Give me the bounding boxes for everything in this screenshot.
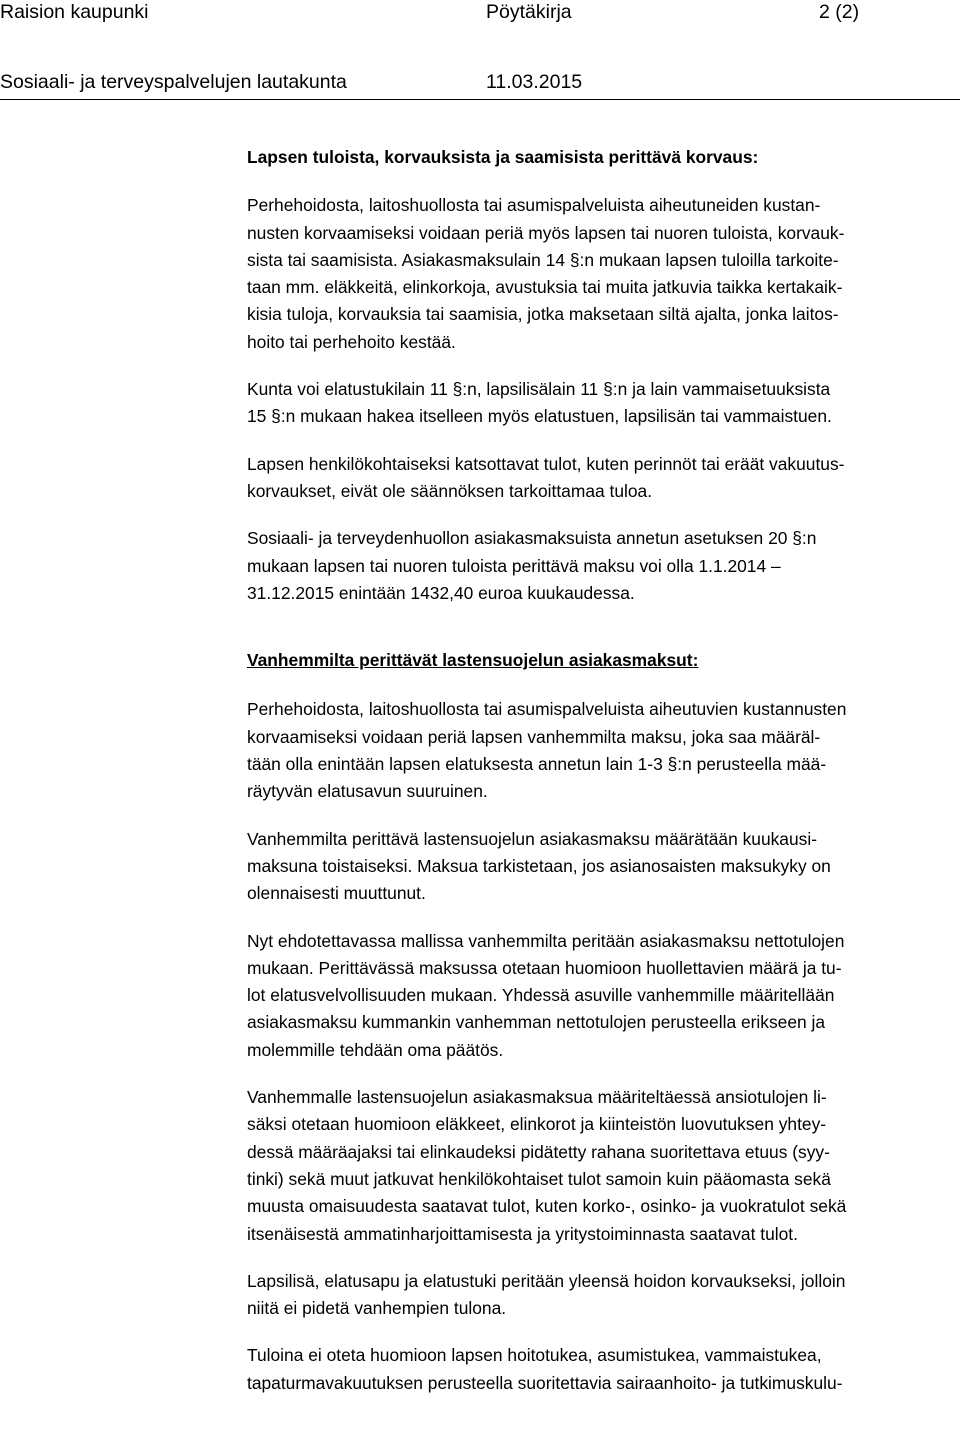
paragraph-line: säksi otetaan huomioon eläkkeet, elinkorot ja kiinteistön luovutuksen yhtey- — [247, 1114, 827, 1135]
paragraph-line: tinki) sekä muut jatkuvat henkilökohtaiset tulot samoin kuin pääomasta sekä — [247, 1168, 831, 1189]
paragraph-line: molemmille tehdään oma päätös. — [247, 1039, 504, 1060]
body-paragraph — [247, 192, 959, 356]
section-heading: Vanhemmilta perittävät lastensuojelun asiakasmaksut: — [247, 650, 699, 671]
paragraph-line: 31.12.2015 enintään 1432,40 euroa kuukaudessa. — [247, 582, 635, 603]
body-paragraph — [247, 376, 959, 431]
paragraph-line: korvaukset, eivät ole säännöksen tarkoittamaa tuloa. — [247, 480, 653, 501]
paragraph-line: kisia tuloja, korvauksia tai saamisia, jotka maksetaan siltä ajalta, jonka laitos- — [247, 304, 839, 325]
document-type: Pöytäkirja — [486, 1, 572, 23]
header-divider — [0, 99, 960, 100]
paragraph-line: Lapsilisä, elatusapu ja elatustuki peritään yleensä hoidon korvaukseksi, jolloin — [247, 1270, 846, 1291]
paragraph-line: räytyvän elatusavun suuruinen. — [247, 781, 488, 802]
paragraph-line: asiakasmaksu kummankin vanhemman nettotulojen perusteella erikseen ja — [247, 1012, 826, 1033]
paragraph-line: 15 §:n mukaan hakea itselleen myös elatustuen, lapsilisän tai vammaistuen. — [247, 406, 832, 427]
paragraph-line: tapaturmavakuutuksen perusteella suoritettavia sairaanhoito- ja tutkimuskulu- — [247, 1372, 843, 1393]
paragraph-line: Tuloina ei oteta huomioon lapsen hoitotukea, asumistukea, vammaistukea, — [247, 1345, 822, 1366]
body-paragraph — [247, 451, 959, 506]
paragraph-line: itsenäisestä ammatinharjoittamisesta ja yritystoiminnasta saatavat tulot. — [247, 1223, 798, 1244]
paragraph-line: olennaisesti muuttunut. — [247, 883, 426, 904]
paragraph-line: muusta omaisuudesta saatavat tulot, kuten korko-, osinko- ja vuokratulot sekä — [247, 1196, 847, 1217]
paragraph-line: mukaan lapsen tai nuoren tuloista perittävä maksu voi olla 1.1.2014 – — [247, 555, 781, 576]
section-heading: Lapsen tuloista, korvauksista ja saamisista perittävä korvaus: — [247, 147, 759, 167]
paragraph-line: Lapsen henkilökohtaiseksi katsottavat tulot, kuten perinnöt tai eräät vakuutus- — [247, 453, 845, 474]
body-paragraph — [247, 1342, 959, 1397]
paragraph-line: Sosiaali- ja terveydenhuollon asiakasmaksuista annetun asetuksen 20 §:n — [247, 528, 817, 549]
paragraph-line: nusten korvaamiseksi voidaan periä myös lapsen tai nuoren tuloista, korvauk- — [247, 222, 845, 243]
paragraph-line: taan mm. eläkkeitä, elinkorkoja, avustuksia tai muita jatkuvia taikka kertakaik- — [247, 277, 843, 298]
paragraph-line: tään olla enintään lapsen elatuksesta annetun lain 1-3 §:n perusteella mää- — [247, 754, 827, 775]
body-paragraph — [247, 1268, 959, 1323]
paragraph-line: Kunta voi elatustukilain 11 §:n, lapsilisälain 11 §:n ja lain vammaisetuuksista — [247, 379, 831, 400]
paragraph-line: Vanhemmalle lastensuojelun asiakasmaksua määriteltäessä ansiotulojen li- — [247, 1087, 827, 1108]
paragraph-line: hoito tai perhehoito kestää. — [247, 331, 456, 352]
paragraph-line: sista tai saamisista. Asiakasmaksulain 14 §:n mukaan lapsen tuloilla tarkoite- — [247, 249, 839, 270]
committee-name: Sosiaali- ja terveyspalvelujen lautakunta — [0, 71, 347, 93]
paragraph-line: Vanhemmilta perittävä lastensuojelun asiakasmaksu määrätään kuukausi- — [247, 828, 818, 849]
paragraph-line: maksuna toistaiseksi. Maksua tarkistetaan, jos asianosaisten maksukyky on — [247, 855, 831, 876]
page-number: 2 (2) — [819, 1, 860, 23]
paragraph-line: Nyt ehdotettavassa mallissa vanhemmilta peritään asiakasmaksu nettotulojen — [247, 930, 845, 951]
paragraph-line: Perhehoidosta, laitoshuollosta tai asumispalveluista aiheutuneiden kustan- — [247, 195, 821, 216]
paragraph-line: korvaamiseksi voidaan periä lapsen vanhemmilta maksu, joka saa määräl- — [247, 726, 821, 747]
paragraph-line: Perhehoidosta, laitoshuollosta tai asumispalveluista aiheutuvien kustannusten — [247, 699, 847, 720]
body-paragraph — [247, 525, 959, 607]
organization-name: Raision kaupunki — [0, 1, 149, 23]
paragraph-line: dessä määräajaksi tai elinkaudeksi pidätetty rahana suoritettava etuus (syy- — [247, 1141, 830, 1162]
meeting-date: 11.03.2015 — [486, 71, 583, 93]
document-body — [247, 144, 959, 1397]
body-paragraph — [247, 1084, 959, 1248]
body-paragraph — [247, 826, 959, 908]
body-paragraph — [247, 928, 959, 1064]
body-paragraph — [247, 696, 959, 805]
paragraph-line: niitä ei pidetä vanhempien tulona. — [247, 1298, 507, 1319]
paragraph-line: lot elatusvelvollisuuden mukaan. Yhdessä asuville vanhemmille määritellään — [247, 985, 835, 1006]
paragraph-line: mukaan. Perittävässä maksussa otetaan huomioon huollettavien määrä ja tu- — [247, 957, 842, 978]
